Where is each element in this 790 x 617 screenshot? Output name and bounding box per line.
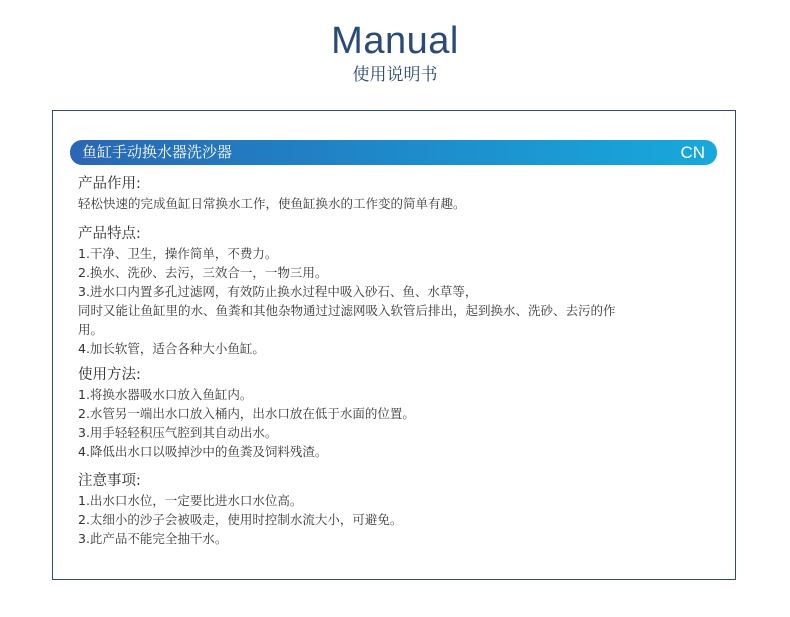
text-line: 2.水管另一端出水口放入桶内，出水口放在低于水面的位置。 — [78, 406, 415, 421]
text-line: 用。 — [78, 322, 104, 337]
text-line: 同时又能让鱼缸里的水、鱼粪和其他杂物通过过滤网吸入软管后排出，起到换水、洗砂、去污的作 — [78, 303, 616, 318]
manual-title: Manual — [331, 20, 459, 62]
section-heading: 产品作用: — [78, 176, 141, 192]
section-usage — [78, 365, 718, 461]
language-code: CN — [680, 143, 705, 162]
text-line: 4.加长软管，适合各种大小鱼缸。 — [78, 341, 265, 356]
manual-subtitle: 使用说明书 — [352, 65, 438, 85]
section-notes — [78, 471, 718, 548]
text-line: 1.出水口水位，一定要比进水口水位高。 — [78, 493, 303, 508]
text-line: 2.太细小的沙子会被吸走，使用时控制水流大小，可避免。 — [78, 512, 403, 527]
product-name: 鱼缸手动换水器洗沙器 — [82, 143, 233, 161]
manual-content — [78, 174, 718, 548]
manual-header — [0, 18, 790, 86]
section-product-features — [78, 224, 718, 358]
section-heading: 使用方法: — [78, 367, 141, 383]
section-heading: 注意事项: — [78, 473, 141, 489]
text-line: 3.进水口内置多孔过滤网，有效防止换水过程中吸入砂石、鱼、水草等， — [78, 284, 478, 299]
text-line: 轻松快速的完成鱼缸日常换水工作，使鱼缸换水的工作变的简单有趣。 — [78, 196, 466, 211]
text-line: 3.用手轻轻积压气腔到其自动出水。 — [78, 425, 278, 440]
text-line: 2.换水、洗砂、去污，三效合一，一物三用。 — [78, 265, 328, 280]
text-line: 4.降低出水口以吸掉沙中的鱼粪及饲料残渣。 — [78, 444, 328, 459]
section-product-function — [78, 174, 718, 213]
product-banner — [70, 140, 717, 165]
text-line: 1.将换水器吸水口放入鱼缸内。 — [78, 387, 253, 402]
text-line: 3.此产品不能完全抽干水。 — [78, 531, 228, 546]
text-line: 1.干净、卫生，操作简单，不费力。 — [78, 246, 278, 261]
section-heading: 产品特点: — [78, 226, 141, 242]
